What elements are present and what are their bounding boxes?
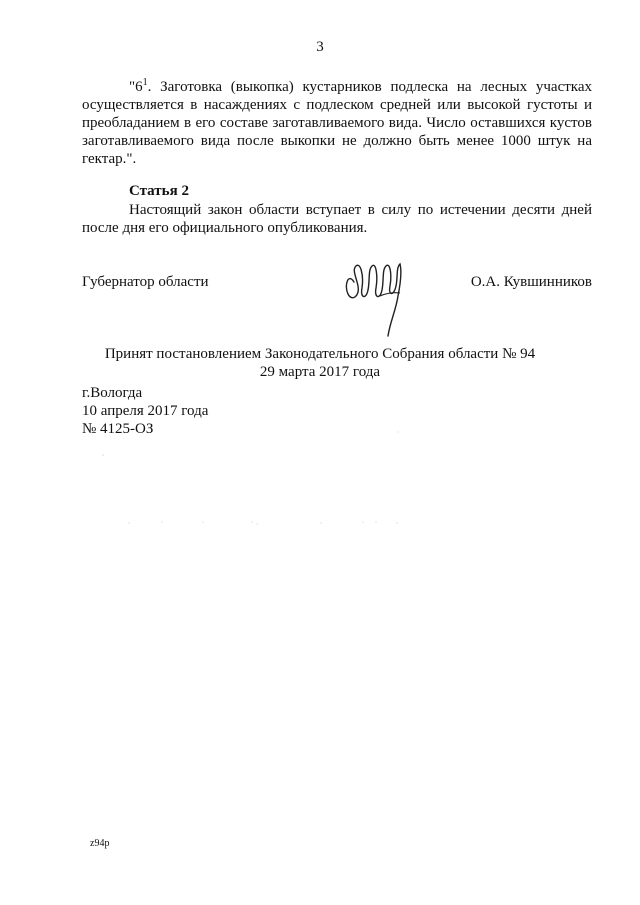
place-date-number <box>82 384 208 438</box>
footer-code: z94p <box>90 838 110 849</box>
adoption-note <box>0 345 640 381</box>
city: г.Вологда <box>82 385 143 401</box>
page-number: 3 <box>316 39 324 55</box>
article-heading: Статья 2 <box>129 183 189 199</box>
amendment-superscript: 1 <box>142 77 148 88</box>
adoption-line-2: 29 марта 2017 года <box>259 364 381 380</box>
article-text: Настоящий закон области вступает в силу по истечении десяти дней после дня его официального опубликования. <box>82 202 592 236</box>
governor-name: О.А. Кувшинников <box>470 274 592 290</box>
amendment-open: "6 <box>129 79 143 95</box>
law-number: № 4125-ОЗ <box>82 421 154 437</box>
amendment-text: . Заготовка (выкопка) кустарников подлеска на лесных участках осуществляется в насаждениях с подлеском средней или высокой густоты и преобладанием в его составе заготавливаемого вида. Число оставшихся кустов заготавливаемого вида после выкопки не должно быть менее 1000 штук на гектар.". <box>82 79 592 167</box>
signing-date: 10 апреля 2017 года <box>82 403 209 419</box>
amendment-paragraph <box>82 78 592 168</box>
governor-title: Губернатор области <box>82 274 209 290</box>
handwritten-signature <box>340 252 410 338</box>
adoption-line-1: Принят постановлением Законодательного Собрания области № 94 <box>104 346 536 362</box>
